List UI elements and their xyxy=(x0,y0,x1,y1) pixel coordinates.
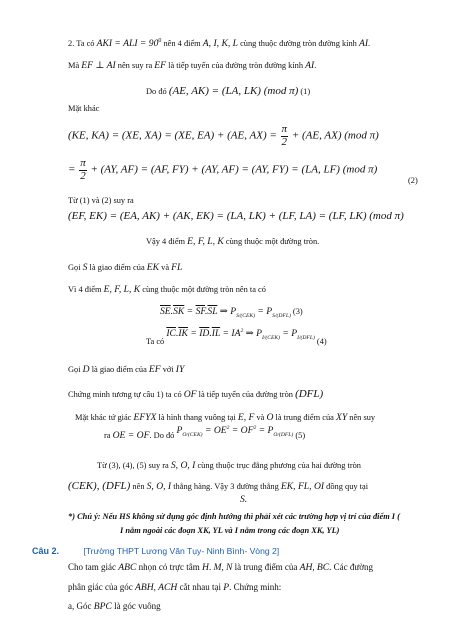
para-7: Từ (1) và (2) suy ra xyxy=(68,196,134,205)
para-15: Chứng minh tương tự câu 1) ta có OF là tiếp tuyến của đường tròn (DFL) xyxy=(68,388,324,400)
equation-13: Ta có $\overline{IC}.\overline{IK} = \overline{ID}.\overline{IL} = IA^2$ ⇒ $P_{I/(CEK)} = P_{I/(DFL)}$ (4) xyxy=(146,328,327,347)
equation-number-2: (2) xyxy=(408,176,418,185)
question-line-2: phân giác của góc ABH, ACH cắt nhau tại P. Chứng minh: xyxy=(68,582,282,593)
para-11: Vì 4 điểm E, F, L, K cùng thuộc một đường tròn nên ta có xyxy=(68,284,266,295)
para-17: ra OE = OF. Do đó $P_{O/(CEK)} = OE^2 = OF^2 = P_{O/(DFL)}$ (5) xyxy=(104,425,306,442)
para-18: Từ (3), (4), (5) suy ra S, O, I cùng thuộc trục đẳng phương của hai đường tròn xyxy=(97,460,361,471)
para-20: S. xyxy=(240,494,248,505)
question-line-1: Cho tam giác ABC nhọn có trực tâm H. M, N là trung điểm của AH, BC. Các đường xyxy=(68,562,374,573)
para-3: Do đó (AE, AK) = (LA, LK) (mod π) (1) xyxy=(146,85,311,97)
question-source: [Trường THPT Lương Văn Tụy- Ninh Bình- Vòng 2] xyxy=(83,546,280,556)
para-4: Mặt khác xyxy=(68,104,100,113)
note-line-2: I nằm ngoài các đoạn XK, YL và I nằm trong các đoạn XK, YL) xyxy=(120,526,340,535)
para-16: Mặt khác tứ giác EFYX là hình thang vuông tại E, F và O là trung điểm của XY nên suy xyxy=(75,412,376,423)
para-9: Vậy 4 điểm E, F, L, K cùng thuộc một đường tròn. xyxy=(146,236,320,247)
equation-5: (KE, KA) = (XE, XA) = (XE, EA) + (AE, AX) = $\frac{\pi}{2}$ + (AE, AX) (mod π) xyxy=(68,123,379,148)
para-14: Gọi D là giao điểm của EF với IY xyxy=(68,364,185,375)
para-1: 2. Ta có AKI = ALI = $90^0$ nên 4 điểm A, I, K, L cùng thuộc đường tròn đường kính AI. xyxy=(68,38,371,49)
equation-8: (EF, EK) = (EA, AK) + (AK, EK) = (LA, LK) + (LF, LA) = (LF, LK) (mod π) xyxy=(68,210,404,222)
equation-12: $\overline{SE}.\overline{SK} = \overline{SF}.\overline{SL}$ ⇒ $P_{S/(CEK)} = P_{S/(DFL)}$ (3) xyxy=(160,306,303,319)
equation-6: = $\frac{\pi}{2}$ + (AY, AF) = (AF, FY) + (AY, AF) = (AY, FY) = (LA, LF) (mod π) xyxy=(68,157,378,182)
para-19: (CEK), (DFL) nên S, O, I thẳng hàng. Vậy 3 đường thẳng EK, FL, OI đồng quy tại xyxy=(68,480,369,492)
fraction: $\frac{\pi}{2}$ xyxy=(281,123,288,148)
fraction: $\frac{\pi}{2}$ xyxy=(80,157,86,182)
para-2: Mà EF ⊥ AI nên suy ra EF là tiếp tuyến của đường tròn đường kính AI. xyxy=(68,60,317,71)
para-10: Gọi S là giao điểm của EK và FL xyxy=(68,262,183,273)
question-number: Câu 2. xyxy=(32,546,60,556)
question-line-3: a, Góc BPC là góc vuông xyxy=(68,601,161,612)
note-line-1: *) Chú ý: Nếu HS không sử dụng góc định hướng thì phải xét các trường hợp vị trí của điểm I ( xyxy=(68,512,400,521)
question-header xyxy=(32,546,279,557)
